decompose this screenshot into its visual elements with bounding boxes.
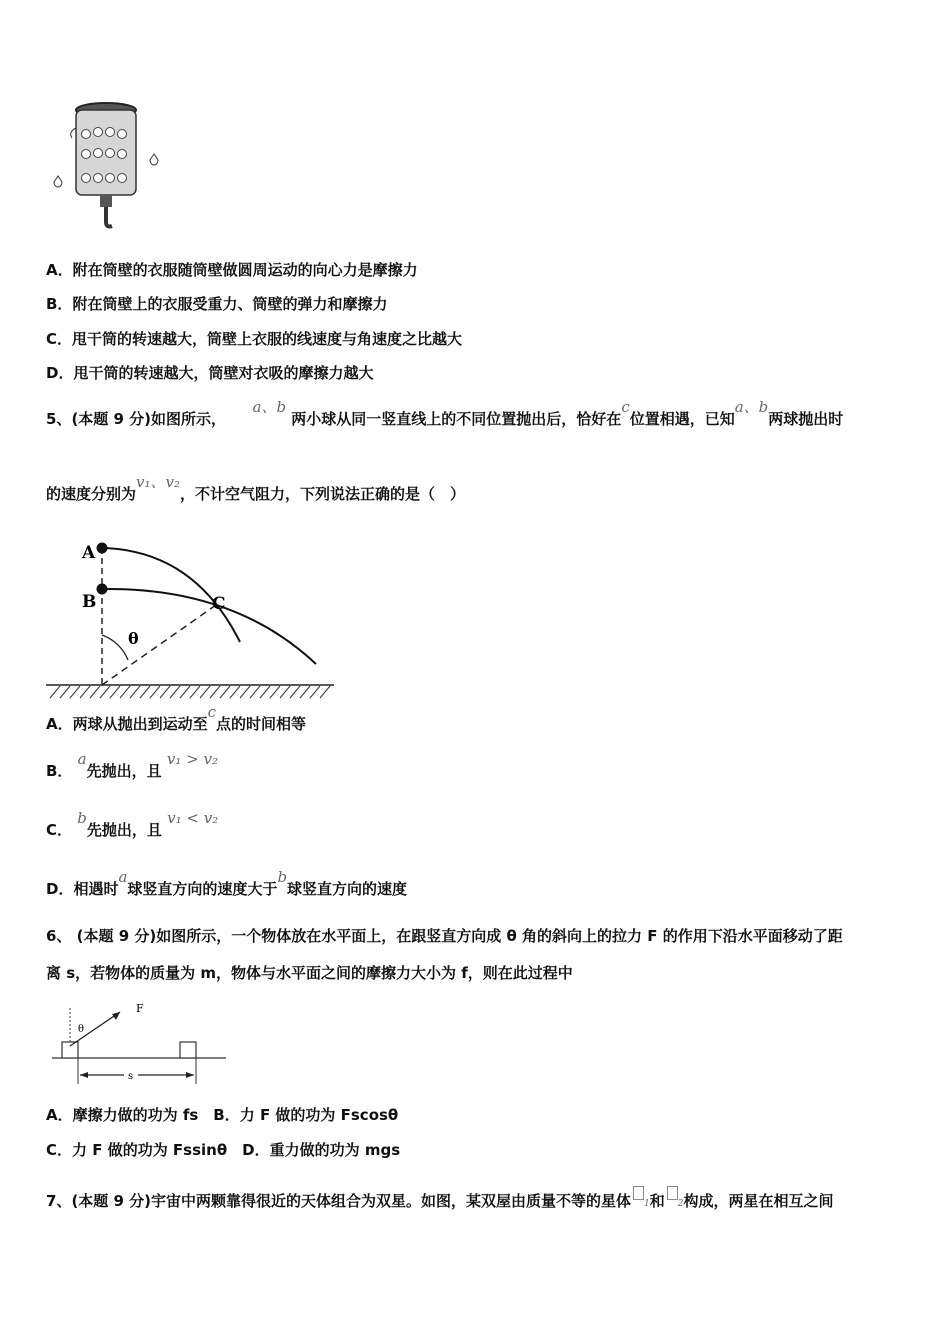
missing-glyph-icon <box>633 1186 644 1200</box>
svg-text:θ: θ <box>78 1024 85 1035</box>
q5-option-a: A．两球从抛出到运动至c点的时间相等 <box>46 703 307 733</box>
projectile-figure <box>44 532 339 702</box>
svg-text:C: C <box>212 594 226 614</box>
spin-dryer-figure <box>50 98 165 238</box>
q5-stem-line2: 的速度分别为v₁、v₂，不计空气阻力，下列说法正确的是（ ） <box>46 473 466 503</box>
q4-option-d: D．甩干筒的转速越大，筒壁对衣吸的摩擦力越大 <box>46 364 374 382</box>
svg-text:B: B <box>82 592 97 612</box>
q7-stem-line1: 7、(本题 9 分)宇宙中两颗靠得很近的天体组合为双星。如图，某双屋由质量不等的星体 1和 2构成，两星在相互之间 <box>46 1186 834 1215</box>
q5-stem-line1: 5、(本题 9 分)如图所示， a、b 两小球从同一竖直线上的不同位置抛出后，恰好在c位置相遇，已知a、b两球抛出时 <box>46 398 844 428</box>
q4-option-c: C．甩干筒的转速越大，筒壁上衣服的线速度与角速度之比越大 <box>46 330 463 348</box>
missing-glyph-icon <box>667 1186 678 1200</box>
svg-text:θ: θ <box>128 629 139 648</box>
force-figure <box>50 998 230 1088</box>
svg-text:A: A <box>82 543 96 563</box>
q5-var-v1v2: v₁、v₂ <box>136 473 180 491</box>
q5-var-ab: a、b <box>252 398 287 416</box>
svg-text:F: F <box>136 1002 144 1015</box>
q4-option-b: B．附在筒壁上的衣服受重力、筒壁的弹力和摩擦力 <box>46 295 388 313</box>
q6-stem-line2: 离 s，若物体的质量为 m，物体与水平面之间的摩擦力大小为 f，则在此过程中 <box>46 964 573 982</box>
q4-option-a: A．附在筒壁的衣服随筒壁做圆周运动的向心力是摩擦力 <box>46 261 418 279</box>
svg-text:s: s <box>128 1071 134 1082</box>
q5-option-d: D．相遇时a球竖直方向的速度大于b球竖直方向的速度 <box>46 868 408 898</box>
q5-option-c: C． b先抛出，且 v₁ < v₂ <box>46 809 219 839</box>
q5-var-ab-2: a、b <box>734 398 769 416</box>
q5-option-b: B． a先抛出，且 v₁ > v₂ <box>46 750 218 780</box>
q5-var-c: c <box>621 398 630 416</box>
q6-options-row1: A．摩擦力做的功为 fs B．力 F 做的功为 Fscosθ <box>46 1106 399 1124</box>
q6-stem-line1: 6、 (本题 9 分)如图所示，一个物体放在水平面上，在跟竖直方向成 θ 角的斜向上的拉力 F 的作用下沿水平面移动了距 <box>46 927 843 945</box>
q6-options-row2: C．力 F 做的功为 Fssinθ D．重力做的功为 mgs <box>46 1141 401 1159</box>
